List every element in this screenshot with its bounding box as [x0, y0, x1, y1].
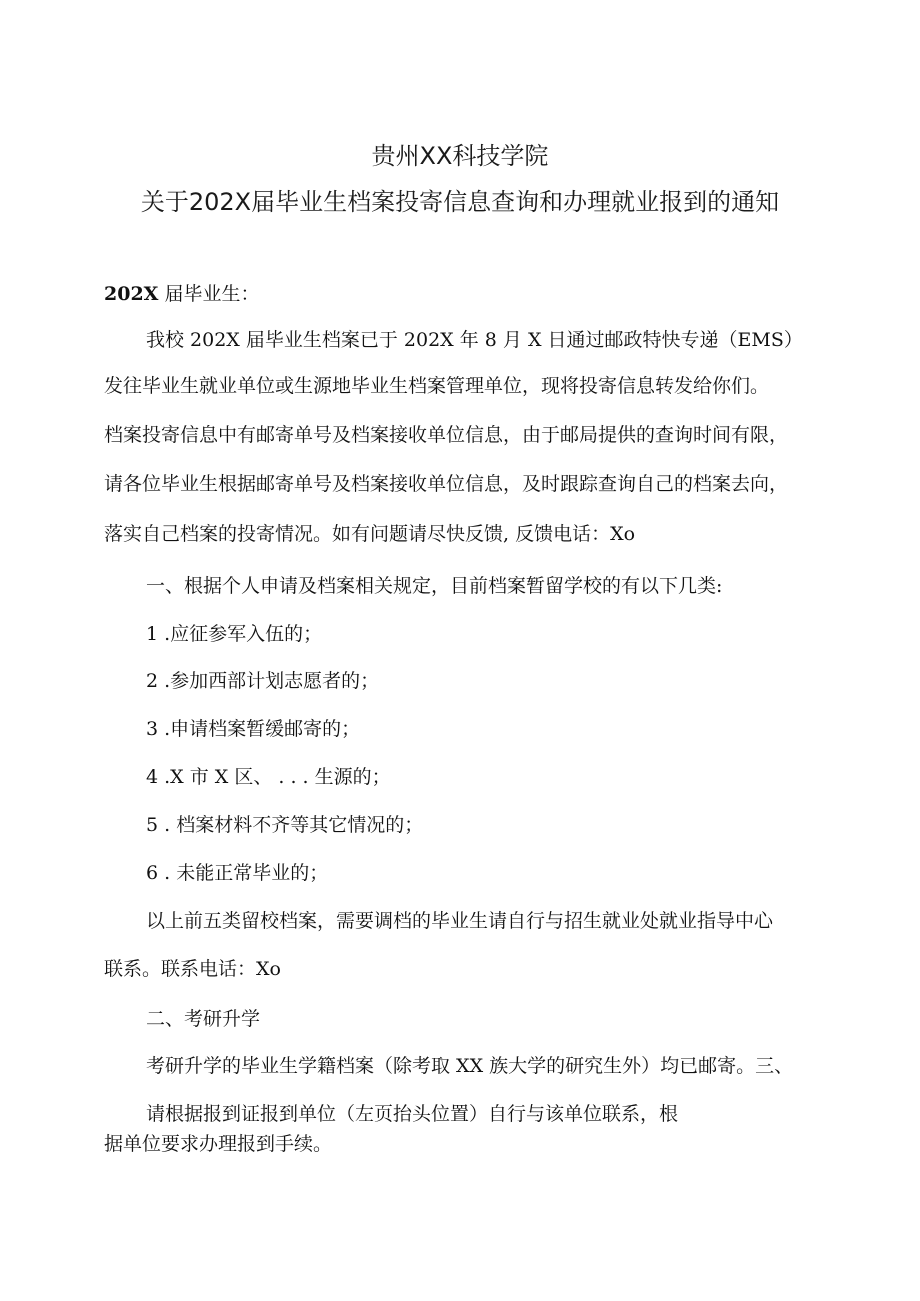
salutation [104, 280, 259, 308]
section3-line-1: 请根据报到证报到单位（左页抬头位置）自行与该单位联系，根 [146, 1103, 679, 1125]
section1-item-3: 3 .申请档案暂缓邮寄的； [146, 718, 361, 740]
section2-text: 考研升学的毕业生学籍档案（除考取 XX 族大学的研究生外）均已邮寄。三、 [146, 1055, 794, 1077]
section1-item-5: 5 . 档案材料不齐等其它情况的； [146, 814, 424, 836]
section2-heading: 二、考研升学 [146, 1008, 261, 1030]
salutation-year: 202X [104, 283, 159, 305]
notice-title: 关于202X届毕业生档案投寄信息查询和办理就业报到的通知 [140, 188, 780, 216]
intro-line-2: 发往毕业生就业单位或生源地毕业生档案管理单位，现将投寄信息转发给你们。 [104, 375, 770, 397]
section1-item-6: 6 . 未能正常毕业的； [146, 862, 329, 884]
salutation-text: 届毕业生： [158, 283, 260, 305]
section1-item-2: 2 .参加西部计划志愿者的； [146, 670, 380, 692]
intro-line-5: 落实自己档案的投寄情况。如有问题请尽快反馈, 反馈电话：Xo [104, 523, 636, 545]
section3-line-2: 据单位要求办理报到手续。 [104, 1133, 333, 1155]
institution-title: 贵州XX科技学院 [371, 142, 549, 170]
section1-heading: 一、根据个人申请及档案相关规定，目前档案暂留学校的有以下几类: [146, 575, 723, 597]
intro-line-4: 请各位毕业生根据邮寄单号及档案接收单位信息，及时跟踪查询自己的档案去向， [104, 473, 789, 495]
section1-note-line-2: 联系。联系电话：Xo [104, 958, 281, 980]
section1-item-1: 1 .应征参军入伍的； [146, 623, 323, 645]
section1-note-line-1: 以上前五类留校档案，需要调档的毕业生请自行与招生就业处就业指导中心 [146, 910, 774, 932]
intro-line-3: 档案投寄信息中有邮寄单号及档案接收单位信息，由于邮局提供的查询时间有限， [104, 424, 789, 446]
intro-line-1: 我校 202X 届毕业生档案已于 202X 年 8 月 X 日通过邮政特快专递（EMS） [146, 329, 803, 351]
section1-item-4: 4 .X 市 X 区、 . . . 生源的； [146, 766, 391, 788]
